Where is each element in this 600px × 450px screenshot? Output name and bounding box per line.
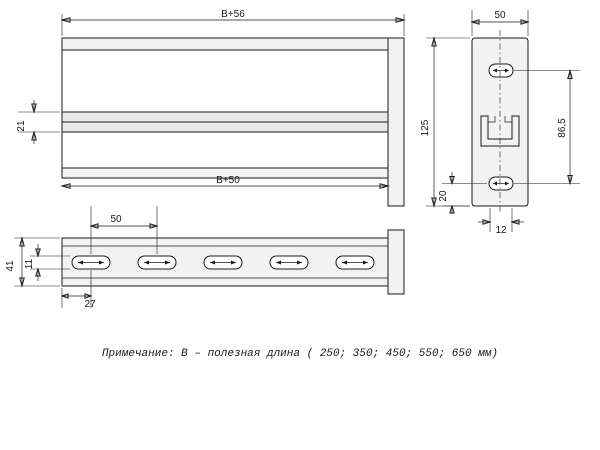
dimension-label-profile-height: 21 bbox=[16, 120, 27, 132]
plate-lower-hole bbox=[489, 177, 513, 190]
dimension-label-hole-center-distance: 86,5 bbox=[557, 118, 568, 138]
dimension-label-first-hole-offset: 27 bbox=[84, 299, 96, 310]
side-view-top-flange bbox=[62, 38, 388, 50]
top-view-slot bbox=[138, 256, 176, 269]
side-view-end-plate bbox=[388, 38, 404, 206]
dimension-label-hole-pitch: 50 bbox=[110, 214, 122, 225]
dimension-label-plate-width: 50 bbox=[494, 10, 506, 21]
top-view-slot bbox=[270, 256, 308, 269]
dimension-label-slot-width: 11 bbox=[24, 258, 35, 270]
drawing-note: Примечание: B – полезная длина ( 250; 350; 450; 550; 650 мм) bbox=[101, 348, 499, 360]
dimension-plate-height bbox=[420, 38, 470, 206]
dimension-plate-thickness bbox=[478, 208, 524, 236]
plate-upper-hole bbox=[489, 64, 513, 77]
top-view bbox=[62, 230, 404, 294]
top-view-end-plate bbox=[388, 230, 404, 294]
top-view-slot bbox=[204, 256, 242, 269]
side-view-web-lower bbox=[62, 122, 388, 132]
dimension-label-top-length: B+56 bbox=[221, 9, 245, 20]
dimension-top-length bbox=[62, 9, 404, 36]
dimension-label-plate-thickness: 12 bbox=[495, 225, 507, 236]
dimension-label-overall-width: 41 bbox=[5, 260, 16, 272]
dimension-label-mid-length: B+50 bbox=[216, 175, 240, 186]
top-view-slot bbox=[72, 256, 110, 269]
side-view-web-upper bbox=[62, 112, 388, 122]
dimension-label-plate-height: 125 bbox=[420, 119, 431, 137]
top-view-slot bbox=[336, 256, 374, 269]
dimension-profile-height bbox=[16, 100, 60, 144]
dimension-label-bottom-hole-offset: 20 bbox=[438, 190, 449, 202]
plate-view bbox=[472, 30, 528, 214]
